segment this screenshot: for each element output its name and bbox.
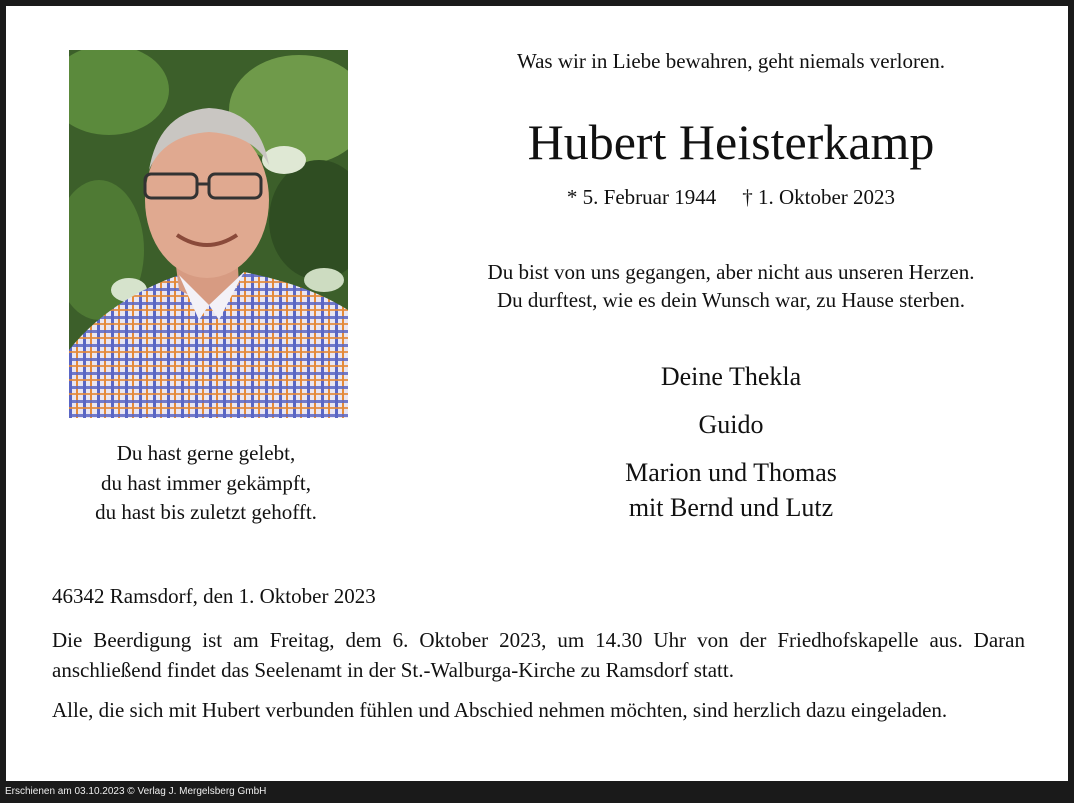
mourner: mit Bernd und Lutz [628, 493, 834, 522]
birth-date: * 5. Februar 1944 [566, 185, 717, 209]
invitation-text: Alle, die sich mit Hubert verbunden fühlen und Abschied nehmen möchten, sind herzlich dazu eingeladen. [52, 698, 948, 722]
photo-verse-line: du hast bis zuletzt gehofft. [95, 500, 317, 524]
obituary-notice [6, 6, 1068, 781]
mourner: Guido [698, 410, 764, 439]
mourners-list [396, 359, 1066, 525]
portrait-photo [69, 50, 348, 418]
mourner: Deine Thekla [660, 362, 802, 391]
photo-verse-line: Du hast gerne gelebt, [116, 441, 296, 465]
funeral-details: Die Beerdigung ist am Freitag, dem 6. Oktober 2023, um 14.30 Uhr von der Friedhofskapelle aus. Daran anschließend findet das Seelenamt in der St.-Walburga-Kirche zu Ramsdorf statt. [52, 628, 1025, 682]
farewell-verse-line: Du bist von uns gegangen, aber nicht aus unseren Herzen. [487, 260, 975, 284]
motto: Was wir in Liebe bewahren, geht niemals verloren. [516, 49, 946, 73]
farewell-verse-line: Du durftest, wie es dein Wunsch war, zu Hause sterben. [497, 288, 965, 312]
mourner: Marion und Thomas [625, 458, 837, 487]
photo-verse [36, 439, 376, 528]
life-dates [396, 185, 1066, 210]
photo-verse-line: du hast immer gekämpft, [101, 470, 311, 495]
publication-footer: Erschienen am 03.10.2023 © Verlag J. Mergelsberg GmbH [5, 786, 267, 797]
death-date: † 1. Oktober 2023 [742, 185, 896, 209]
farewell-verse [396, 258, 1066, 314]
place-and-date: 46342 Ramsdorf, den 1. Oktober 2023 [52, 584, 376, 608]
deceased-name: Hubert Heisterkamp [527, 114, 935, 170]
